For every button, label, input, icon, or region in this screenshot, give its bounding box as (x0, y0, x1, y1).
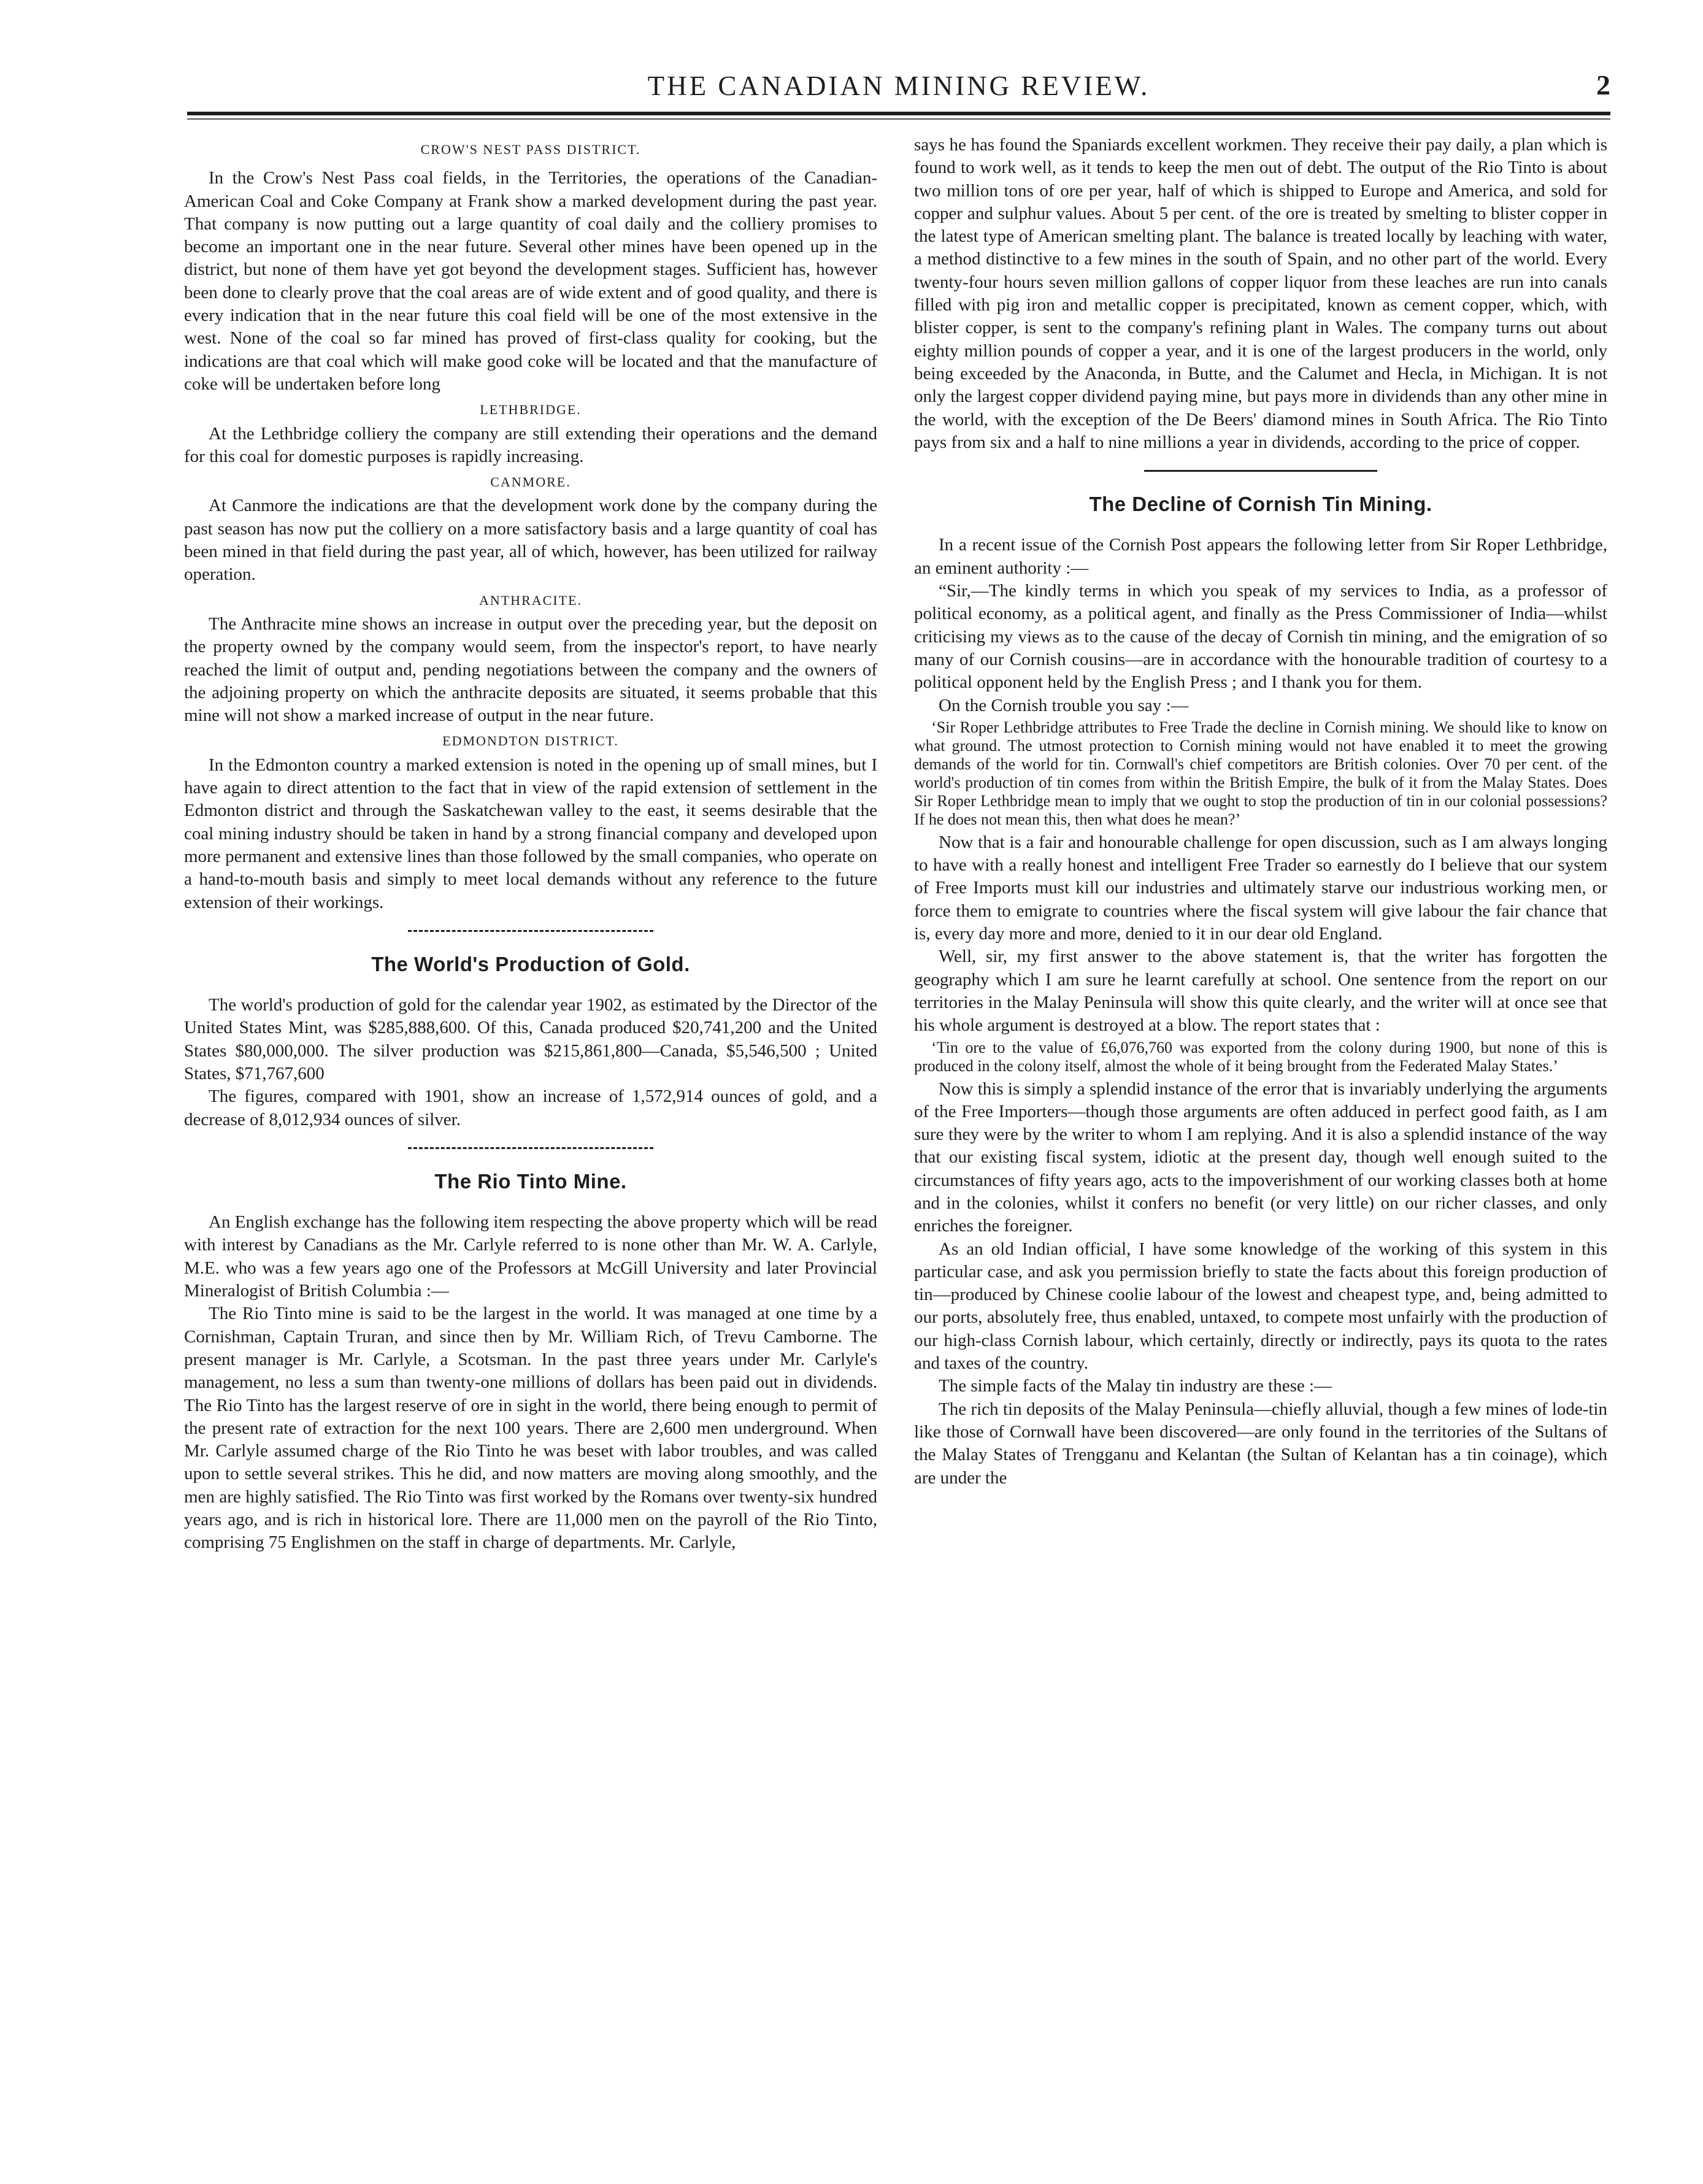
paragraph: In the Crow's Nest Pass coal fields, in the Territories, the operations of the Canadian-American Coal and Coke Company at Frank show a marked development during the past year. That company is now putting out a large quantity of coal daily and the colliery promises to become an important one in the near future. Several other mines have been opened up in the district, but none of them have yet got beyond the development stages. Sufficient has, however been done to clearly prove that the coal areas are of wide extent and of good quality, and there is every indication that in the near future this coal field will be one of the most extensive in the west. None of the coal so far mined has proved of first-class quality for cooking, but the indications are that coal which will make good coke will be located and that the manufacture of coke will be undertaken before long (184, 168, 877, 394)
article-divider (408, 930, 653, 932)
article-title-cornish-tin: The Decline of Cornish Tin Mining. (1089, 493, 1432, 516)
article-title-rio-tinto: The Rio Tinto Mine. (434, 1169, 627, 1193)
paragraph-continued: says he has found the Spaniards excellent workmen. They receive their pay daily, a plan which is found to work well, as it tends to keep the men out of debt. The output of the Rio Tinto is about two million tons of ore per year, half of which is shipped to Europe and America, and sold for copper and sulphur values. About 5 per cent. of the ore is treated by smelting to blister copper in the latest type of American smelting plant. The balance is treated locally by leaching with water, a method distinctive to a few mines in the south of Spain, and no other part of the world. Every twenty-four hours seven million gallons of copper liquor from these leaches are run into canals filled with pig iron and metallic copper is precipitated, known as cement copper, which, with blister copper, is sent to the company's refining plant in Wales. The company turns out about eighty million pounds of copper a year, and it is one of the largest producers in the world, only being exceeded by the Anaconda, in Butte, and the Calumet and Hecla, in Michigan. It is not only the largest copper dividend paying mine, but pays more in dividends than any other mine in the world, with the exception of the De Beers' diamond mines in South Africa. The Rio Tinto pays from six and a half to nine millions a year in dividends, according to the price of copper. (914, 135, 1607, 452)
article-title-gold: The World's Production of Gold. (371, 952, 690, 975)
section-heading-edmonton: EDMONDTON DISTRICT. (442, 733, 619, 749)
masthead (187, 64, 1610, 113)
paragraph: The rich tin deposits of the Malay Peninsula—chiefly alluvial, though a few mines of lode-tin like those of Cornwall have been discovered—are only found in the territories of the Sultans of the Malay States of Trengganu and Kelantan (the Sultan of Kelantan has a tin coinage), which are under the (914, 1399, 1607, 1488)
block-quote (914, 718, 1607, 829)
paragraph: At Canmore the indications are that the development work done by the company during the past season has now put the colliery on a more satisfactory basis and a large quantity of coal has been mined in that field during the past year, all of which, however, has been utilized for railway operation. (184, 496, 877, 585)
paragraph: In the Edmonton country a marked extension is noted in the opening up of small mines, but I have again to direct attention to the fact that in view of the rapid extension of settlement in the Edmonton district and through the Saskatchewan valley to the east, it seems desirable that the coal mining industry should be taken in hand by a strong financial company and developed upon more permanent and extensive lines than those followed by the small companies, who operate on a hand-to-mouth basis and simply to meet local demands without any reference to the future extension of their workings. (184, 755, 877, 912)
header-rule (187, 112, 1610, 115)
article-divider (408, 1147, 653, 1149)
right-column (914, 134, 1607, 2146)
left-column (184, 138, 877, 2150)
paragraph: At the Lethbridge colliery the company are still extending their operations and the demand for this coal for domestic purposes is rapidly increasing. (184, 423, 877, 466)
paragraph: The Anthracite mine shows an increase in output over the preceding year, but the deposit on the property owned by the company would seem, from the inspector's report, to have nearly reached the limit of output and, pending negotiations between the company and the owners of the adjoining property on which the anthracite deposits are situated, it seems probable that this mine will not show a marked increase of output in the near future. (184, 613, 877, 726)
paragraph: The figures, compared with 1901, show an increase of 1,572,914 ounces of gold, and a decrease of 8,012,934 ounces of silver. (184, 1086, 877, 1129)
article-divider (1144, 470, 1377, 472)
section-heading-canmore: CANMORE. (490, 474, 571, 490)
paragraph: As an old Indian official, I have some knowledge of the working of this system in this particular case, and ask you permission briefly to state the facts about this foreign production of tin—produced by Chinese coolie labour of the lowest and cheapest type, and, being admitted to our ports, absolutely free, thus enabled, untaxed, to compete most unfairly with the production of our high-class Cornish labour, which certainly, directly or indirectly, pays its quota to the rates and taxes of the country. (914, 1239, 1607, 1374)
paragraph: The simple facts of the Malay tin industry are these :— (939, 1376, 1332, 1396)
section-heading-lethbridge: LETHBRIDGE. (480, 402, 582, 418)
paragraph: On the Cornish trouble you say :— (939, 695, 1189, 715)
paragraph: The world's production of gold for the calendar year 1902, as estimated by the Director of the United States Mint, was $285,888,600. Of this, Canada produced $20,741,200 and the United States $80,000,000. The silver production was $215,861,800—Canada, $5,546,500 ; United States, $71,767,600 (184, 995, 877, 1083)
publication-title: THE CANADIAN MINING REVIEW. (647, 71, 1150, 101)
paragraph: In a recent issue of the Cornish Post appears the following letter from Sir Roper Lethbridge, an eminent authority :— (914, 535, 1607, 578)
paragraph: An English exchange has the following item respecting the above property which will be read with interest by Canadians as the Mr. Carlyle referred to is none other than Mr. W. A. Carlyle, M.E. who was a few years ago one of the Professors at McGill University and later Provincial Mineralogist of British Columbia :— (184, 1212, 877, 1301)
paragraph: Well, sir, my first answer to the above statement is, that the writer has forgotten the geography which I am sure he learnt carefully at school. One sentence from the report on our territories in the Malay Peninsula will show this quite clearly, and the writer will at once see that his whole argument is destroyed at a blow. The report states that : (914, 947, 1607, 1036)
quote-text: ‘Sir Roper Lethbridge attributes to Free Trade the decline in Cornish mining. We should like to know on what ground. The utmost protection to Cornish mining would not have enabled it to meet the growing demands of the world for tin. Cornwall's chief competitors are British colonies. Over 70 per cent. of the world's production of tin comes from within the British Empire, the bulk of it from the Malay States. Does Sir Roper Lethbridge mean to imply that we ought to stop the production of tin in our colonial possessions? If he does not mean this, then what does he mean?’ (914, 718, 1607, 828)
paragraph: Now that is a fair and honourable challenge for open discussion, such as I am always longing to have with a really honest and intelligent Free Trader so earnestly do I believe that our system of Free Imports must kill our industries and ultimately starve our industrious working men, or force them to emigrate to countries where the fiscal system will give labour the fair chance that is, every day more and more, denied to it in our dear old England. (914, 832, 1607, 944)
section-heading-anthracite: ANTHRACITE. (479, 592, 583, 608)
quote-text: ‘Tin ore to the value of £6,076,760 was exported from the colony during 1900, but none of this is produced in the colony itself, almost the whole of it being brought from the Federated Malay States.’ (914, 1038, 1607, 1075)
paragraph: “Sir,—The kindly terms in which you speak of my services to India, as a professor of political economy, as a political agent, and finally as the Press Commissioner of India—whilst criticising my views as to the cause of the decay of Cornish tin mining, and the emigration of so many of our Cornish cousins—are in accordance with the honourable tradition of courtesy to a political opponent held by the English Press ; and I thank you for them. (914, 581, 1607, 693)
section-heading-crows-nest: CROW'S NEST PASS DISTRICT. (420, 142, 641, 157)
paragraph: Now this is simply a splendid instance of the error that is invariably underlying the arguments of the Free Importers—though those arguments are often adduced in perfect good faith, as I am sure they were by the writer to whom I am replying. And it is also a splendid instance of the way that our existing fiscal system, idiotic at the present day, though well enough suited to the circumstances of fifty years ago, acts to the impoverishment of our working classes both at home and in the colonies, whilst it confers no benefit (or very little) on our richer classes, and only enriches the foreigner. (914, 1079, 1607, 1236)
header-rule-thin (187, 118, 1610, 120)
block-quote (914, 1039, 1607, 1075)
paragraph: The Rio Tinto mine is said to be the largest in the world. It was managed at one time by a Cornishman, Captain Truran, and since then by Mr. William Rich, of Trevu Camborne. The present manager is Mr. Carlyle, a Scotsman. In the past three years under Mr. Carlyle's management, no less a sum than twenty-one millions of dollars has been paid out in dividends. The Rio Tinto has the largest reserve of ore in sight in the world, there being enough to permit of the present rate of extraction for the next 100 years. There are 2,600 men underground. When Mr. Carlyle assumed charge of the Rio Tinto he was beset with labor troubles, and was called upon to settle several strikes. This he did, and now matters are moving along smoothly, and the men are highly satisfied. The Rio Tinto was first worked by the Romans over twenty-six hundred years ago, and is rich in historical lore. There are 11,000 men on the payroll of the Rio Tinto, comprising 75 Englishmen on the staff in charge of departments. Mr. Carlyle, (184, 1304, 877, 1553)
page-number: 2 (1596, 69, 1610, 101)
